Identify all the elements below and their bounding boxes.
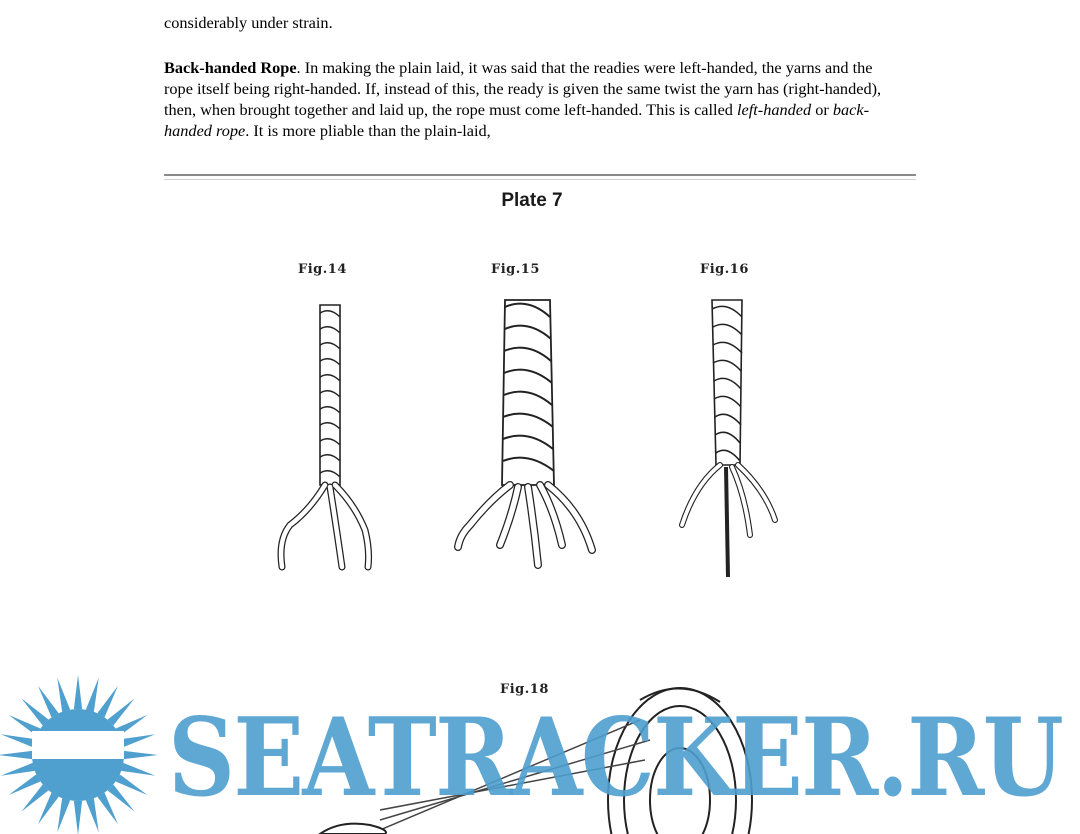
sun-ray [107,698,134,725]
sun-ray [21,698,48,725]
emphasis-left-handed: left-handed [737,100,812,119]
sun-ray [86,678,99,712]
paragraph-continuation [164,12,904,33]
sun-logo-icon [0,675,158,834]
sun-ray [1,763,35,776]
figure-label-15: Fig.15 [491,262,540,277]
sun-ray [124,751,158,759]
sun-ray [0,751,32,759]
paragraph-text: considerably under strain. [164,13,333,32]
watermark-text: SEATRACKER.RU [168,695,1062,821]
rope-illustration-fig14 [270,295,390,585]
horizontal-rule [164,174,916,180]
paragraph-text-1: . In making the plain laid, it was said that the readies were left-handed, the yarns and the rope itself being right-handed. If, instead of this, the ready is given the same twist the yarn has (right-handed), then, when brought together and laid up, the rope must come left-handed. This is called [164,58,882,119]
rope-illustration-fig15 [450,295,610,585]
sun-ray [38,686,59,718]
figure-label-18: Fig.18 [500,682,549,697]
watermark [0,675,1080,834]
sun-ray [121,763,155,776]
sun-ray [9,774,41,795]
sun-ray [57,798,70,832]
sun-ray [57,678,70,712]
paragraph-back-handed-rope [164,57,904,141]
sun-ray [107,784,134,811]
sun-ray [38,793,59,825]
emphasis-back-handed-rope: back-handed rope [164,100,870,140]
sun-ray [74,675,82,709]
figure-label-14: Fig.14 [298,262,347,277]
sun-ray [97,686,118,718]
sun-ray [116,774,148,795]
sun-ray [1,734,35,747]
sun-ray [21,784,48,811]
paragraph-body [164,57,904,141]
sun-ray [86,798,99,832]
paragraph-heading: Back-handed Rope [164,58,297,77]
plate-title: Plate 7 [501,190,563,211]
sun-ray [97,793,118,825]
sun-ray [121,734,155,747]
rope-illustration-fig16 [670,295,790,585]
figure-label-16: Fig.16 [700,262,749,277]
paragraph-text-2: or [811,100,833,119]
paragraph-text-3: . It is more pliable than the plain-laid, [245,121,491,140]
sun-ray [74,801,82,834]
